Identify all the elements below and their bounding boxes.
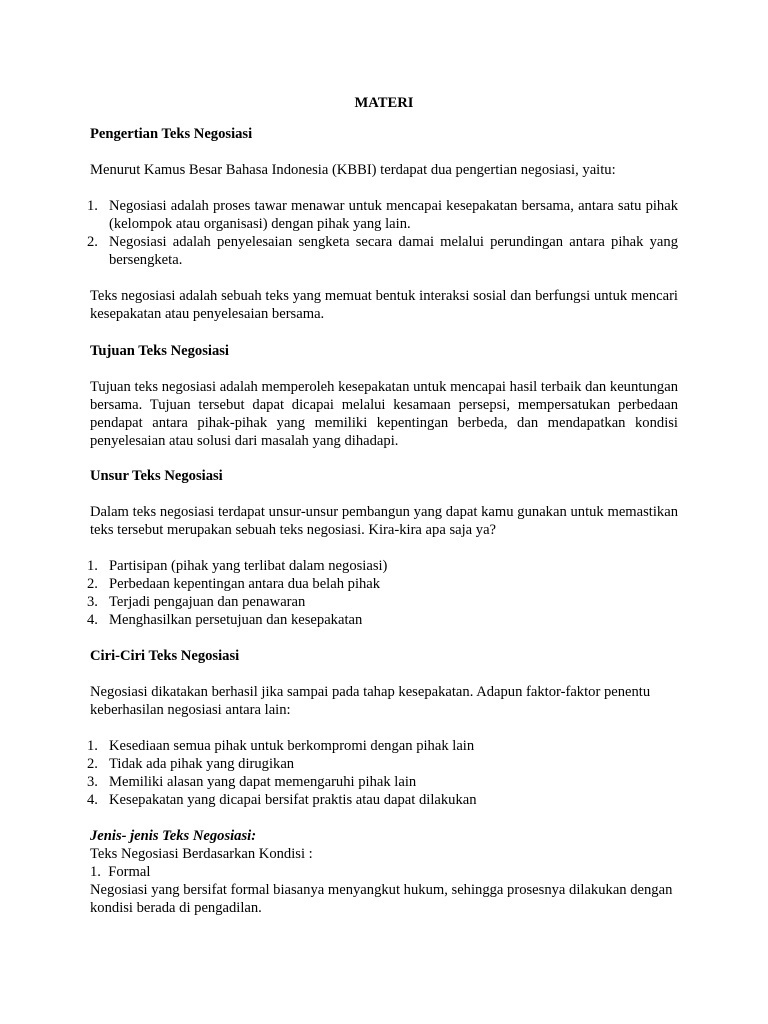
heading-jenis: Jenis- jenis Teks Negosiasi: (90, 828, 257, 844)
heading-tujuan: Tujuan Teks Negosiasi (90, 343, 229, 359)
list-text: Menghasilkan persetujuan dan kesepakatan (109, 612, 363, 628)
jenis-item-label: 1. Formal (90, 864, 151, 880)
list-text: Tidak ada pihak yang dirugikan (109, 756, 295, 772)
list-text: Negosiasi adalah proses tawar menawar untuk mencapai kesepakatan bersama, antara satu pihak (kelompok atau organisasi) dengan pihak yang lain. (109, 198, 678, 232)
list-number: 2. (87, 576, 98, 592)
list-number: 2. (87, 756, 98, 772)
list-item (87, 611, 678, 629)
ciri-intro: Negosiasi dikatakan berhasil jika sampai pada tahap kesepakatan. Adapun faktor-faktor penentu keberhasilan negosiasi antara lain: (90, 684, 651, 718)
list-number: 2. (87, 234, 98, 250)
jenis-subheading: Teks Negosiasi Berdasarkan Kondisi : (90, 846, 313, 862)
heading-ciri: Ciri-Ciri Teks Negosiasi (90, 648, 240, 664)
list-item (87, 557, 678, 575)
list-item (87, 737, 678, 755)
unsur-list (87, 557, 678, 629)
heading-pengertian: Pengertian Teks Negosiasi (90, 126, 253, 142)
list-item (87, 575, 678, 593)
list-number: 3. (87, 594, 98, 610)
list-text: Negosiasi adalah penyelesaian sengketa secara damai melalui perundingan antara pihak yang bersengketa. (109, 234, 678, 268)
heading-unsur: Unsur Teks Negosiasi (90, 468, 223, 484)
list-text: Kesediaan semua pihak untuk berkompromi dengan pihak lain (109, 738, 475, 754)
list-item (87, 593, 678, 611)
pengertian-list (87, 197, 678, 269)
list-number: 4. (87, 792, 98, 808)
unsur-intro: Dalam teks negosiasi terdapat unsur-unsur pembangun yang dapat kamu gunakan untuk memastikan teks tersebut merupakan sebuah teks negosiasi. Kira-kira apa saja ya? (90, 504, 678, 538)
list-number: 1. (87, 558, 98, 574)
jenis-body: Negosiasi yang bersifat formal biasanya menyangkut hukum, sehingga prosesnya dilakukan dengan kondisi berada di pengadilan. (90, 882, 673, 916)
pengertian-closing: Teks negosiasi adalah sebuah teks yang memuat bentuk interaksi sosial dan berfungsi untuk mencari kesepakatan atau penyelesaian bersama. (90, 288, 678, 322)
list-item (87, 791, 678, 809)
list-item (87, 755, 678, 773)
pengertian-intro: Menurut Kamus Besar Bahasa Indonesia (KBBI) terdapat dua pengertian negosiasi, yaitu: (90, 162, 616, 178)
list-text: Terjadi pengajuan dan penawaran (109, 594, 306, 610)
document-content (87, 94, 678, 917)
list-item (87, 773, 678, 791)
tujuan-body: Tujuan teks negosiasi adalah memperoleh kesepakatan untuk mencapai hasil terbaik dan keuntungan bersama. Tujuan tersebut dapat dicapai melalui kesamaan persepsi, mempersatukan perbedaan pendapat antara pihak-pihak yang memiliki kepentingan berbeda, dan mendapatkan kondisi penyelesaian atau solusi dari masalah yang dihadapi. (90, 379, 678, 449)
list-item (87, 197, 678, 233)
list-number: 4. (87, 612, 98, 628)
list-number: 3. (87, 774, 98, 790)
list-number: 1. (87, 738, 98, 754)
list-number: 1. (87, 198, 98, 214)
ciri-list (87, 737, 678, 809)
list-item (87, 233, 678, 269)
list-text: Perbedaan kepentingan antara dua belah pihak (109, 576, 381, 592)
list-text: Memiliki alasan yang dapat memengaruhi pihak lain (109, 774, 417, 790)
document-title: MATERI (354, 95, 414, 111)
list-text: Partisipan (pihak yang terlibat dalam negosiasi) (109, 558, 388, 574)
list-text: Kesepakatan yang dicapai bersifat praktis atau dapat dilakukan (109, 792, 477, 808)
